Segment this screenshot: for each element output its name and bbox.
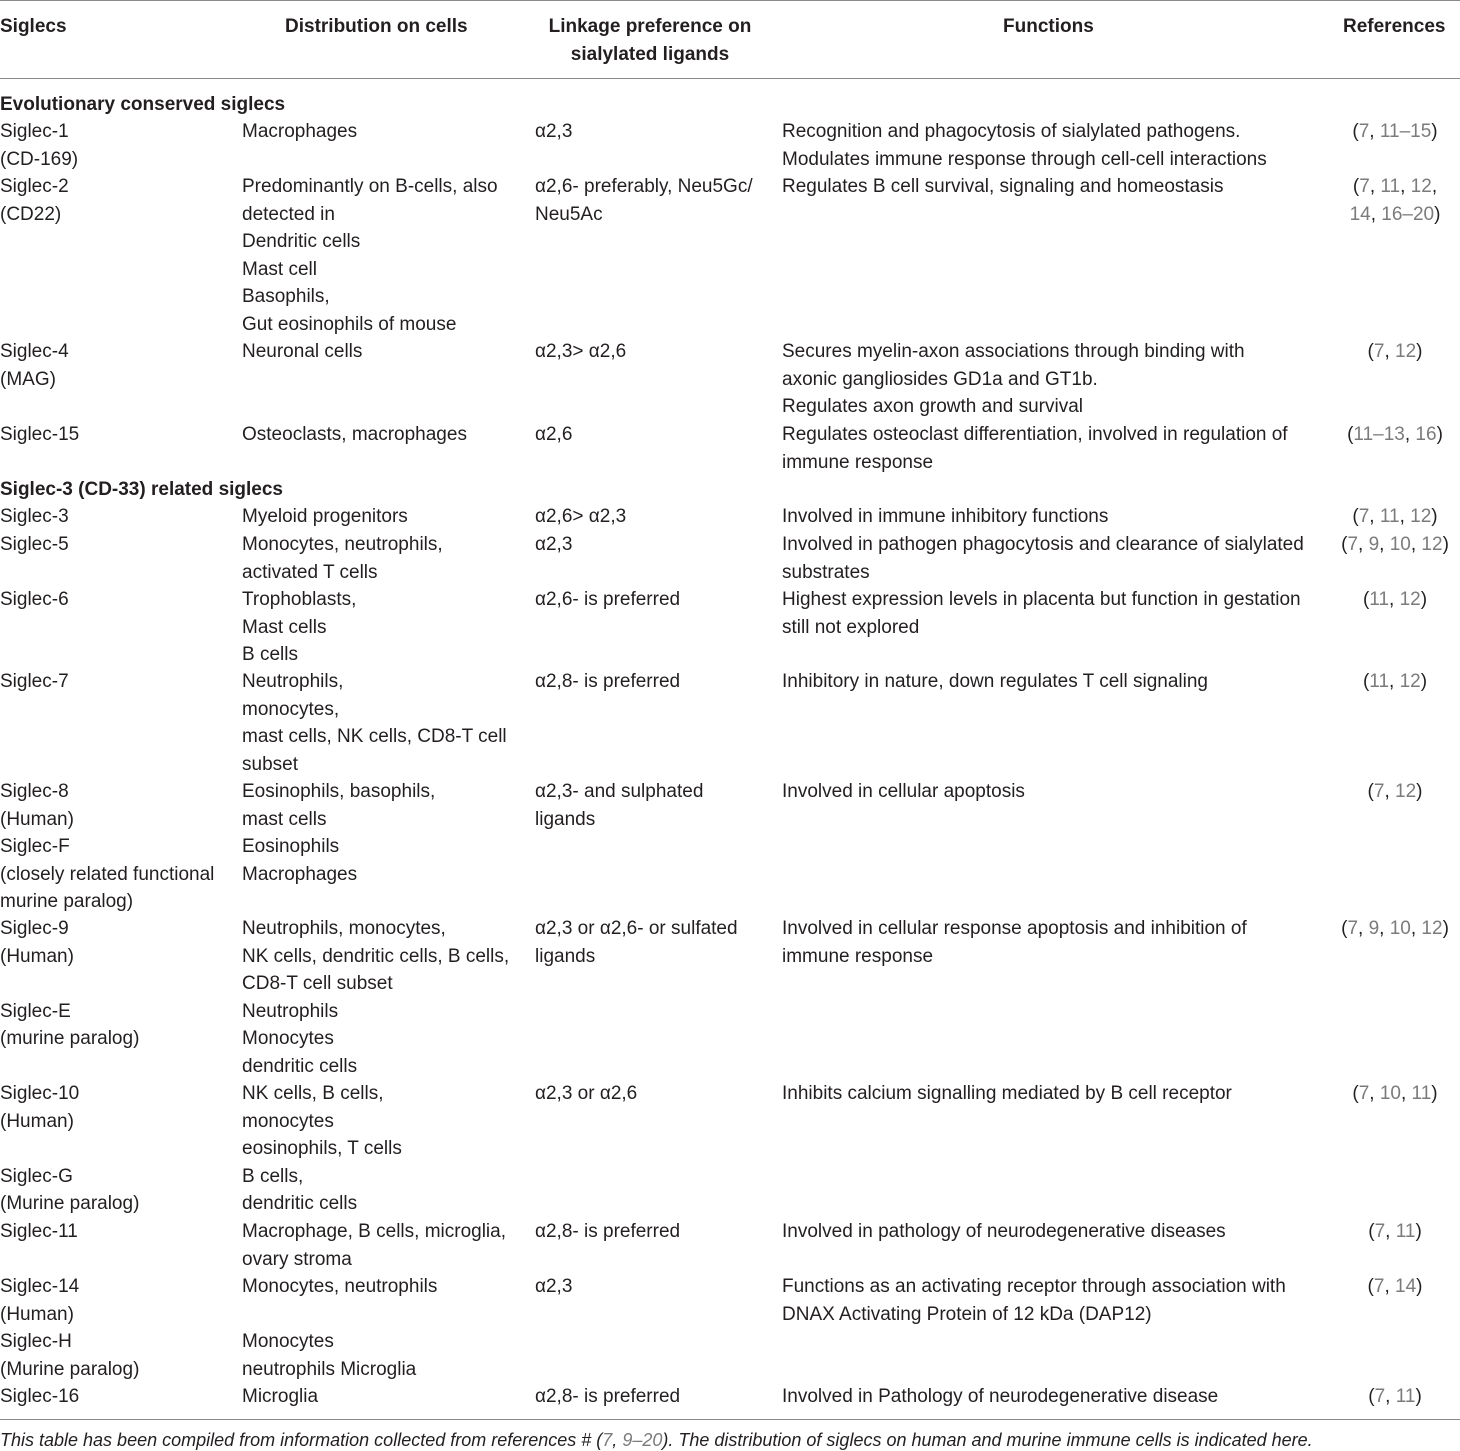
linkage-cell: α2,6- preferably, Neu5Gc/ Neu5Ac [535,176,753,225]
functions-cell: Highest expression levels in placenta but function in gestation still not explored [782,589,1301,638]
reference-link[interactable]: 11 [1380,176,1401,197]
linkage-cell: α2,3 or α2,6 [535,1083,638,1104]
functions-cell: Regulates B cell survival, signaling and homeostasis [782,176,1224,197]
siglec-name: Siglec-8 (Human) Siglec-F (closely related functional murine paralog) [0,781,215,912]
linkage-cell: α2,3> α2,6 [535,341,627,362]
header-references: References [1343,16,1446,37]
footnote-text: ). The distribution of siglecs on human and murine immune cells is indicated here. [662,1430,1313,1450]
distribution-cell: Neuronal cells [242,341,363,362]
references-cell [1330,531,1460,559]
references-text: ) [1431,1083,1438,1104]
references-text: ( [1352,506,1359,527]
siglec-name: Siglec-14 (Human) Siglec-H (Murine paralog) [0,1276,140,1380]
reference-link[interactable]: 11 [1369,671,1390,692]
references-text: , [1370,203,1382,225]
references-text: , [1384,341,1395,362]
reference-link[interactable]: 11 [1395,1221,1416,1242]
references-text: ( [1347,424,1354,445]
references-text: ) [1420,671,1428,692]
references-text: ) [1436,424,1443,445]
distribution-cell: Myeloid progenitors [242,506,408,527]
functions-cell: Secures myelin-axon associations through binding with axonic gangliosides GD1a and GT1b. Regulates axon growth and survival [782,341,1245,417]
references-text: ( [1362,671,1370,692]
references-text: , [1385,1221,1396,1242]
references-text: , [1410,918,1422,939]
functions-cell: Involved in Pathology of neurodegenerative disease [782,1386,1219,1407]
references-text: , [1379,918,1390,939]
distribution-cell: Monocytes, neutrophils, activated T cells [242,534,443,583]
functions-cell: Involved in cellular apoptosis [782,781,1025,802]
functions-cell: Involved in cellular response apoptosis and inhibition of immune response [782,918,1247,967]
references-cell [1330,1080,1460,1108]
references-text: ) [1442,918,1449,939]
reference-link[interactable]: 9 [1368,534,1380,555]
reference-link[interactable]: 10 [1389,534,1411,555]
reference-link[interactable]: 7 [602,1430,613,1450]
functions-cell: Involved in immune inhibitory functions [782,506,1109,527]
references-text: ) [1420,589,1428,610]
table-footnote [0,1429,1313,1451]
references-text: ( [1352,121,1359,142]
reference-link[interactable]: 16 [1415,424,1437,445]
references-text: ( [1341,534,1348,555]
siglec-name: Siglec-5 [0,534,69,555]
functions-cell: Inhibitory in nature, down regulates T cell signaling [782,671,1208,692]
references-cell [1330,915,1460,943]
references-text: ( [1368,1386,1375,1407]
linkage-cell: α2,6- is preferred [535,589,681,610]
reference-link[interactable]: 7 [1347,534,1359,555]
references-text: , [1384,1276,1395,1297]
distribution-cell: NK cells, B cells, monocytes eosinophils, T cells B cells, dendritic cells [242,1083,402,1214]
siglec-name: Siglec-15 [0,424,80,445]
references-text: , [1389,589,1400,610]
siglec-name: Siglec-9 (Human) Siglec-E (murine paralog) [0,918,140,1049]
distribution-cell: Osteoclasts, macrophages [242,424,467,445]
references-cell [1330,1218,1460,1246]
reference-link[interactable]: 12 [1421,534,1443,555]
section-title: Siglec-3 (CD-33) related siglecs [0,479,283,500]
reference-link[interactable]: 12 [1395,781,1417,802]
references-text: , [1410,534,1422,555]
siglec-name: Siglec-11 [0,1221,78,1242]
reference-link[interactable]: 7 [1358,506,1370,527]
header-distribution: Distribution on cells [285,16,468,37]
reference-link[interactable]: 7 [1359,176,1370,197]
references-text: ) [1415,1386,1422,1407]
reference-link[interactable]: 12 [1399,671,1421,692]
references-text: , [1399,506,1411,527]
references-text: ) [1416,1276,1423,1297]
references-text: ) [1416,341,1423,362]
linkage-cell: α2,3 [535,1276,573,1297]
distribution-cell: Neutrophils, monocytes, mast cells, NK cells, CD8-T cell subset [242,671,507,775]
references-text: ) [1434,203,1441,225]
siglec-name: Siglec-4 (MAG) [0,341,69,390]
linkage-cell: α2,6> α2,3 [535,506,627,527]
references-text: ) [1442,534,1449,555]
references-cell [1330,1273,1460,1301]
reference-link[interactable]: 11 [1395,1386,1416,1407]
references-text: , [1384,781,1395,802]
functions-cell: Involved in pathogen phagocytosis and clearance of sialylated substrates [782,534,1304,583]
reference-link[interactable]: 12 [1399,589,1421,610]
siglec-name: Siglec-10 (Human) Siglec-G (Murine paralog) [0,1083,140,1214]
reference-link[interactable]: 11 [1411,1083,1432,1104]
reference-link[interactable]: 7 [1374,1221,1386,1242]
distribution-cell: Neutrophils, monocytes, NK cells, dendritic cells, B cells, CD8-T cell subset Neutrophils Monocytes dendritic cells [242,918,510,1077]
references-text: ) [1416,781,1423,802]
reference-link[interactable]: 12 [1395,341,1417,362]
references-text: , [1404,424,1416,445]
references-cell [1330,778,1460,806]
reference-link[interactable]: 7 [1373,341,1385,362]
distribution-cell: Trophoblasts, Mast cells B cells [242,589,357,665]
reference-link[interactable]: 14 [1395,1276,1417,1297]
references-cell [1330,338,1460,366]
linkage-cell: α2,8- is preferred [535,1221,681,1242]
reference-link[interactable]: 7 [1358,1083,1370,1104]
reference-link[interactable]: 10 [1389,918,1411,939]
table-top-rule [0,0,1460,1]
reference-link[interactable]: 14 [1349,203,1371,225]
references-text: , [1389,671,1400,692]
reference-link[interactable]: 11–13 [1353,424,1405,445]
references-text: ) [1415,1221,1422,1242]
reference-link[interactable]: 10 [1379,1083,1401,1104]
references-cell [1330,586,1460,614]
functions-cell: Functions as an activating receptor through association with DNAX Activating Protein of 12 kDa (DAP12) [782,1276,1286,1325]
siglec-name: Siglec-3 [0,506,69,527]
references-text: ( [1367,341,1374,362]
header-linkage: Linkage preference on sialylated ligands [548,16,752,65]
distribution-cell: Eosinophils, basophils, mast cells Eosinophils Macrophages [242,781,436,885]
linkage-cell: α2,8- is preferred [535,1386,681,1407]
references-text: , [1400,176,1411,197]
reference-link[interactable]: 12 [1410,506,1432,527]
linkage-cell: α2,6 [535,424,573,445]
footnote-text: , [612,1430,623,1450]
header-bottom-rule [0,78,1460,79]
references-cell [1330,1383,1460,1411]
linkage-cell: α2,8- is preferred [535,671,681,692]
references-text: , [1431,176,1438,197]
references-cell [1330,503,1460,531]
table-bottom-rule [0,1419,1460,1420]
references-cell [1330,668,1460,696]
references-text: , [1369,121,1380,142]
linkage-cell: α2,3 [535,121,573,142]
siglec-name: Siglec-1 (CD-169) [0,121,79,170]
linkage-cell: α2,3- and sulphated ligands [535,781,704,830]
functions-cell: Recognition and phagocytosis of sialylated pathogens. Modulates immune response through cell-cell interactions [782,121,1267,170]
footnote-text: This table has been compiled from information collected from references # ( [0,1430,603,1450]
references-text: ( [1367,781,1374,802]
references-text: ( [1341,918,1348,939]
references-text: , [1385,1386,1396,1407]
reference-link[interactable]: 11 [1369,589,1390,610]
references-text: , [1369,176,1381,197]
header-siglecs: Siglecs [0,16,67,37]
distribution-cell: Macrophage, B cells, microglia, ovary stroma [242,1221,506,1270]
references-text: ( [1368,1221,1375,1242]
siglec-name: Siglec-6 [0,589,69,610]
reference-link[interactable]: 7 [1373,1276,1385,1297]
reference-link[interactable]: 11–15 [1379,121,1432,142]
reference-link[interactable]: 9–20 [622,1430,663,1450]
references-cell [1330,118,1460,146]
section-title: Evolutionary conserved siglecs [0,94,286,115]
references-text: , [1358,534,1369,555]
siglec-name: Siglec-7 [0,671,69,692]
reference-link[interactable]: 12 [1421,918,1443,939]
reference-link[interactable]: 7 [1374,1386,1386,1407]
functions-cell: Inhibits calcium signalling mediated by B cell receptor [782,1083,1232,1104]
reference-link[interactable]: 7 [1373,781,1385,802]
references-text: ( [1352,176,1360,197]
linkage-cell: α2,3 or α2,6- or sulfated ligands [535,918,738,967]
header-functions: Functions [1003,16,1094,37]
references-text: , [1358,918,1369,939]
reference-link[interactable]: 9 [1368,918,1380,939]
references-text: , [1400,1083,1412,1104]
references-text: ( [1362,589,1370,610]
references-text: , [1369,506,1380,527]
references-text: ) [1431,121,1438,142]
references-text: ( [1352,1083,1359,1104]
functions-cell: Regulates osteoclast differentiation, involved in regulation of immune response [782,424,1288,473]
references-text: ) [1431,506,1438,527]
siglec-name: Siglec-16 [0,1386,80,1407]
siglec-name: Siglec-2 (CD22) [0,176,69,225]
functions-cell: Involved in pathology of neurodegenerative diseases [782,1221,1226,1242]
reference-link[interactable]: 12 [1410,176,1432,197]
reference-link[interactable]: 16–20 [1381,203,1435,225]
reference-link[interactable]: 7 [1358,121,1370,142]
linkage-cell: α2,3 [535,534,573,555]
distribution-cell: Predominantly on B-cells, also detected in Dendritic cells Mast cell Basophils, Gut eosinophils of mouse [242,176,498,335]
references-text: , [1379,534,1390,555]
references-cell [1330,173,1460,228]
reference-link[interactable]: 11 [1379,506,1400,527]
distribution-cell: Monocytes, neutrophils Monocytes neutrophils Microglia [242,1276,438,1380]
references-text: , [1369,1083,1380,1104]
references-cell [1330,421,1460,449]
distribution-cell: Macrophages [242,121,358,142]
reference-link[interactable]: 7 [1347,918,1359,939]
distribution-cell: Microglia [242,1386,319,1407]
references-text: ( [1367,1276,1374,1297]
